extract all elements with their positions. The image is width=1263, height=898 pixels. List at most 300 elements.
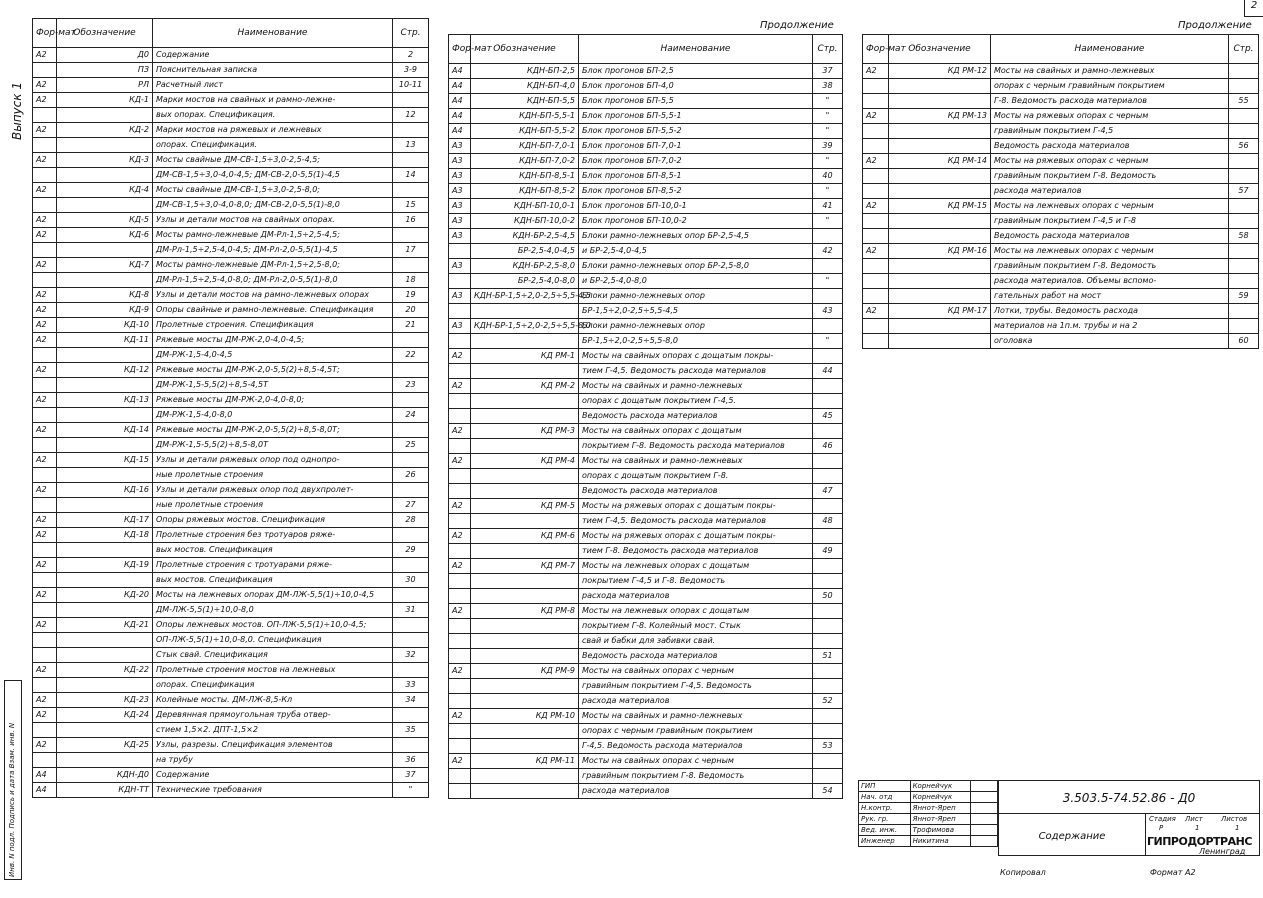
format-cell — [863, 319, 889, 334]
table-row — [33, 483, 429, 498]
name-cell: Мосты на лежневых опорах ДМ-ЛЖ-5,5(1)÷10,0-4,5 — [153, 588, 393, 603]
header-format: Фор-мат — [449, 35, 471, 64]
table-row — [33, 258, 429, 273]
table-row — [449, 79, 843, 94]
format-cell: А2 — [33, 333, 57, 348]
name-cell: Расчетный лист — [153, 78, 393, 93]
name-cell: Блок прогонов БП-5,5 — [579, 94, 813, 109]
table-row — [33, 618, 429, 633]
name-cell: тием Г-4,5. Ведомость расхода материалов — [579, 364, 813, 379]
format-cell: А2 — [33, 453, 57, 468]
contents-table-1 — [32, 18, 429, 798]
designation-cell: КД РМ-3 — [471, 424, 579, 439]
name-cell: Опоры свайные и рамно-лежневые. Спецификация — [153, 303, 393, 318]
format-cell: А2 — [863, 64, 889, 79]
format-cell — [449, 364, 471, 379]
name-cell: оголовка — [991, 334, 1229, 349]
designation-cell: КД-8 — [57, 288, 153, 303]
name-cell: Узлы и детали ряжевых опор под однопро- — [153, 453, 393, 468]
sheet-value: 1 — [1195, 824, 1200, 832]
designation-cell: КДН-БП-5,5-1 — [471, 109, 579, 124]
table-row — [33, 513, 429, 528]
format-cell: А2 — [33, 288, 57, 303]
name-cell: гравийным покрытием Г-4,5 — [991, 124, 1229, 139]
table-row — [33, 168, 429, 183]
format-cell — [449, 619, 471, 634]
name-cell: Мосты на свайных и рамно-лежневых — [579, 454, 813, 469]
header-designation: Обозначение — [57, 19, 153, 48]
format-cell — [33, 378, 57, 393]
page-cell: 49 — [813, 544, 843, 559]
format-label: Формат А2 — [1150, 868, 1196, 877]
format-cell: А2 — [33, 528, 57, 543]
page-cell — [393, 423, 429, 438]
designation-cell: КД-10 — [57, 318, 153, 333]
name-cell: гравийным покрытием Г-4,5 и Г-8 — [991, 214, 1229, 229]
page-cell: 15 — [393, 198, 429, 213]
table-row — [449, 349, 843, 364]
name-cell: расхода материалов — [579, 784, 813, 799]
format-cell: А2 — [449, 604, 471, 619]
stamp-row — [859, 792, 998, 803]
designation-cell: КД-24 — [57, 708, 153, 723]
stamp-person: Трофимова — [910, 825, 970, 836]
designation-cell — [57, 108, 153, 123]
name-cell: Блок прогонов БП-7,0-2 — [579, 154, 813, 169]
stamp-person: Яннот-Яреп — [910, 803, 970, 814]
table-row — [33, 288, 429, 303]
name-cell: ДМ-Рл-1,5÷2,5-4,0-8,0; ДМ-Рл-2,0-5,5(1)-8,0 — [153, 273, 393, 288]
page-cell: 59 — [1229, 289, 1259, 304]
name-cell: Ряжевые мосты ДМ-РЖ-2,0-4,0-8,0; — [153, 393, 393, 408]
stamp-role: Н.контр. — [859, 803, 911, 814]
page-cell — [1229, 199, 1259, 214]
name-cell: ДМ-СВ-1,5÷3,0-4,0-8,0; ДМ-СВ-2,0-5,5(1)-8,0 — [153, 198, 393, 213]
designation-cell — [471, 769, 579, 784]
table-row — [449, 544, 843, 559]
table-row — [449, 499, 843, 514]
format-cell — [33, 438, 57, 453]
page-cell: 50 — [813, 589, 843, 604]
name-cell: гравийным покрытием Г-4,5. Ведомость — [579, 679, 813, 694]
page-cell — [1229, 259, 1259, 274]
format-cell — [449, 439, 471, 454]
page-cell: " — [813, 334, 843, 349]
table-row — [33, 438, 429, 453]
table-row — [449, 169, 843, 184]
table-row — [33, 108, 429, 123]
name-cell: расхода материалов — [579, 589, 813, 604]
name-cell: и БР-2,5-4,0-8,0 — [579, 274, 813, 289]
format-cell — [33, 603, 57, 618]
stamp-role: ГИП — [859, 781, 911, 792]
table-row — [33, 633, 429, 648]
page-cell — [393, 633, 429, 648]
format-cell — [33, 543, 57, 558]
name-cell: тием Г-8. Ведомость расхода материалов — [579, 544, 813, 559]
table-row — [33, 573, 429, 588]
format-cell: А3 — [449, 214, 471, 229]
page-cell: 58 — [1229, 229, 1259, 244]
table-row — [863, 334, 1259, 349]
designation-cell — [57, 573, 153, 588]
format-cell — [33, 648, 57, 663]
page-cell: 55 — [1229, 94, 1259, 109]
designation-cell — [57, 198, 153, 213]
designation-cell — [471, 514, 579, 529]
designation-cell — [471, 394, 579, 409]
name-cell: Пролетные строения. Спецификация — [153, 318, 393, 333]
designation-cell: КД-19 — [57, 558, 153, 573]
designation-cell — [471, 784, 579, 799]
table-row — [33, 558, 429, 573]
page-cell — [393, 483, 429, 498]
left-strip-label: Инв. N подл. Подпись и дата Взам. инв. N — [8, 722, 16, 877]
page-cell — [813, 709, 843, 724]
page-cell: 56 — [1229, 139, 1259, 154]
page-cell — [813, 559, 843, 574]
table-row — [33, 333, 429, 348]
table-row — [33, 783, 429, 798]
page-cell — [1229, 79, 1259, 94]
name-cell: опорах. Спецификация. — [153, 138, 393, 153]
format-cell — [33, 348, 57, 363]
format-cell: А2 — [449, 559, 471, 574]
format-cell: А2 — [863, 109, 889, 124]
table-row — [449, 769, 843, 784]
name-cell: тием Г-4,5. Ведомость расхода материалов — [579, 514, 813, 529]
header-name: Наименование — [991, 35, 1229, 64]
name-cell: Узлы, разрезы. Спецификация элементов — [153, 738, 393, 753]
format-cell — [33, 243, 57, 258]
table-row — [449, 589, 843, 604]
name-cell: покрытием Г-8. Колейный мост. Стык — [579, 619, 813, 634]
name-cell: Мосты свайные ДМ-СВ-1,5÷3,0-2,5-4,5; — [153, 153, 393, 168]
page-cell: 40 — [813, 169, 843, 184]
page-cell: 51 — [813, 649, 843, 664]
name-cell: гравийным покрытием Г-8. Ведомость — [991, 259, 1229, 274]
designation-cell — [889, 334, 991, 349]
table-row — [449, 409, 843, 424]
name-cell: ДМ-РЖ-1,5-4,0-4,5 — [153, 348, 393, 363]
format-cell: А2 — [33, 693, 57, 708]
designation-cell — [889, 184, 991, 199]
table-row — [449, 139, 843, 154]
page-cell: 39 — [813, 139, 843, 154]
table-row — [33, 348, 429, 363]
format-cell: А4 — [449, 79, 471, 94]
name-cell: ДМ-Рл-1,5÷2,5-4,0-4,5; ДМ-Рл-2,0-5,5(1)-4,5 — [153, 243, 393, 258]
page-cell: 42 — [813, 244, 843, 259]
stamp-person: Яннот-Яреп — [910, 814, 970, 825]
designation-cell: КД-7 — [57, 258, 153, 273]
name-cell: Блок прогонов БП-7,0-1 — [579, 139, 813, 154]
page-cell — [813, 634, 843, 649]
table-row — [33, 63, 429, 78]
table-row — [449, 469, 843, 484]
table-row — [33, 663, 429, 678]
sheets-value: 1 — [1235, 824, 1240, 832]
header-page: Стр. — [1229, 35, 1259, 64]
name-cell: БР-1,5÷2,0-2,5÷5,5-8,0 — [579, 334, 813, 349]
name-cell: Ведомость расхода материалов — [991, 229, 1229, 244]
page-cell: 37 — [393, 768, 429, 783]
format-cell: А2 — [33, 483, 57, 498]
table-row — [449, 124, 843, 139]
designation-cell: КД-18 — [57, 528, 153, 543]
table-row — [449, 214, 843, 229]
format-cell: А2 — [33, 153, 57, 168]
table-row — [863, 274, 1259, 289]
designation-cell — [471, 649, 579, 664]
designation-cell: КД РМ-12 — [889, 64, 991, 79]
page-cell — [813, 319, 843, 334]
designation-cell: КД РМ-6 — [471, 529, 579, 544]
format-cell: А2 — [863, 199, 889, 214]
header-format: Фор-мат — [33, 19, 57, 48]
name-cell: Мосты на ряжевых опорах с черным — [991, 154, 1229, 169]
designation-cell: КД-14 — [57, 423, 153, 438]
page-cell: " — [813, 184, 843, 199]
name-cell: Блок прогонов БП-10,0-2 — [579, 214, 813, 229]
name-cell: Мосты на свайных и рамно-лежневых — [579, 379, 813, 394]
name-cell: Мосты на свайных опорах с черным — [579, 664, 813, 679]
name-cell: Пояснительная записка — [153, 63, 393, 78]
designation-cell: КД-2 — [57, 123, 153, 138]
table-row — [33, 708, 429, 723]
page-cell — [393, 183, 429, 198]
designation-cell: КД-13 — [57, 393, 153, 408]
page-cell — [393, 333, 429, 348]
page-cell: 52 — [813, 694, 843, 709]
format-cell — [33, 633, 57, 648]
designation-cell: КД-22 — [57, 663, 153, 678]
table-row — [33, 678, 429, 693]
table-row — [33, 768, 429, 783]
page-cell: 13 — [393, 138, 429, 153]
format-cell: А3 — [449, 319, 471, 334]
page-cell — [813, 679, 843, 694]
format-cell: А2 — [33, 303, 57, 318]
name-cell: Мосты на лежневых опорах с дощатым — [579, 604, 813, 619]
designation-cell — [471, 619, 579, 634]
header-name: Наименование — [153, 19, 393, 48]
org-city: Ленинград — [1199, 847, 1246, 856]
name-cell: расхода материалов — [579, 694, 813, 709]
table-row — [33, 318, 429, 333]
designation-cell — [471, 439, 579, 454]
name-cell: вых опорах. Спецификация. — [153, 108, 393, 123]
table-row — [863, 199, 1259, 214]
stamp-row — [859, 814, 998, 825]
page-cell — [1229, 274, 1259, 289]
page-cell — [813, 754, 843, 769]
name-cell: Пролетные строения без тротуаров ряже- — [153, 528, 393, 543]
format-cell: А2 — [33, 48, 57, 63]
table-row — [449, 784, 843, 799]
table-row — [449, 259, 843, 274]
format-cell — [449, 589, 471, 604]
name-cell: ДМ-ЛЖ-5,5(1)÷10,0-8,0 — [153, 603, 393, 618]
stamp-role: Рук. гр. — [859, 814, 911, 825]
format-cell: А2 — [33, 258, 57, 273]
table-row — [449, 379, 843, 394]
format-cell — [33, 273, 57, 288]
designation-cell — [57, 378, 153, 393]
designation-cell: КД-9 — [57, 303, 153, 318]
designation-cell: КДН-БП-8,5-2 — [471, 184, 579, 199]
format-cell — [449, 574, 471, 589]
name-cell: Колейные мосты. ДМ-ЛЖ-8,5-Кл — [153, 693, 393, 708]
designation-cell: РЛ — [57, 78, 153, 93]
left-strip — [4, 680, 22, 880]
title-block — [998, 780, 1260, 856]
name-cell: Марки мостов на свайных и рамно-лежне- — [153, 93, 393, 108]
page-cell: 43 — [813, 304, 843, 319]
format-cell — [449, 634, 471, 649]
designation-cell — [471, 589, 579, 604]
name-cell: гравийным покрытием Г-8. Ведомость — [991, 169, 1229, 184]
format-cell: А2 — [33, 513, 57, 528]
name-cell: опорах с черным гравийным покрытием — [579, 724, 813, 739]
designation-cell: БР-2,5-4,0-8,0 — [471, 274, 579, 289]
format-cell — [33, 138, 57, 153]
designation-cell: КД-20 — [57, 588, 153, 603]
designation-cell: КД РМ-2 — [471, 379, 579, 394]
name-cell: Содержание — [153, 48, 393, 63]
page-cell: " — [813, 214, 843, 229]
designation-cell — [471, 739, 579, 754]
name-cell: Мосты на ряжевых опорах с дощатым покры- — [579, 499, 813, 514]
format-cell: А2 — [33, 363, 57, 378]
format-cell: А2 — [449, 499, 471, 514]
format-cell: А2 — [33, 618, 57, 633]
designation-cell: ПЗ — [57, 63, 153, 78]
format-cell — [449, 274, 471, 289]
table-row — [449, 424, 843, 439]
stamp-person: Никитина — [910, 836, 970, 847]
name-cell: Марки мостов на ряжевых и лежневых — [153, 123, 393, 138]
page-cell — [1229, 244, 1259, 259]
table-row — [33, 693, 429, 708]
designation-cell — [471, 334, 579, 349]
table-row — [449, 604, 843, 619]
table-row — [449, 109, 843, 124]
format-cell — [449, 244, 471, 259]
stamp-row — [859, 781, 998, 792]
stamp-signature — [971, 814, 998, 825]
designation-cell: КДН-БР-2,5-8,0 — [471, 259, 579, 274]
format-cell: А2 — [863, 244, 889, 259]
page-cell — [813, 619, 843, 634]
page-cell: " — [393, 783, 429, 798]
continuation-label-2: Продолжение — [760, 20, 834, 31]
page-cell: 37 — [813, 64, 843, 79]
page-cell — [393, 228, 429, 243]
designation-cell: КД-17 — [57, 513, 153, 528]
page-cell: 14 — [393, 168, 429, 183]
format-cell: А4 — [449, 124, 471, 139]
designation-cell — [57, 243, 153, 258]
table-row — [33, 543, 429, 558]
format-cell: А4 — [449, 64, 471, 79]
table-row — [449, 364, 843, 379]
designation-cell — [57, 273, 153, 288]
name-cell: Мосты свайные ДМ-СВ-1,5÷3,0-2,5-8,0; — [153, 183, 393, 198]
format-cell — [863, 334, 889, 349]
designation-cell — [889, 319, 991, 334]
format-cell: А3 — [449, 229, 471, 244]
designation-cell — [889, 289, 991, 304]
format-cell: А3 — [449, 289, 471, 304]
table-row — [449, 94, 843, 109]
format-cell: А2 — [33, 738, 57, 753]
format-cell: А2 — [863, 154, 889, 169]
name-cell: Ведомость расхода материалов — [579, 484, 813, 499]
format-cell: А3 — [449, 259, 471, 274]
name-cell: ные пролетные строения — [153, 498, 393, 513]
name-cell: ОП-ЛЖ-5,5(1)÷10,0-8,0. Спецификация — [153, 633, 393, 648]
designation-cell — [471, 469, 579, 484]
page-cell — [393, 738, 429, 753]
page-cell: 27 — [393, 498, 429, 513]
name-cell: Блоки рамно-лежневых опор БР-2,5-4,5 — [579, 229, 813, 244]
page-cell — [1229, 154, 1259, 169]
page-cell: 47 — [813, 484, 843, 499]
designation-cell: КДН-БП-5,5 — [471, 94, 579, 109]
table-row — [863, 289, 1259, 304]
format-cell: А2 — [33, 183, 57, 198]
designation-cell — [889, 214, 991, 229]
table-row — [449, 184, 843, 199]
designation-cell — [57, 753, 153, 768]
designation-cell: КД-6 — [57, 228, 153, 243]
designation-cell — [471, 409, 579, 424]
name-cell: Г-4,5. Ведомость расхода материалов — [579, 739, 813, 754]
designation-cell: КД РМ-15 — [889, 199, 991, 214]
designation-cell: КД РМ-5 — [471, 499, 579, 514]
page-cell: 33 — [393, 678, 429, 693]
designation-cell: Д0 — [57, 48, 153, 63]
table-row — [449, 694, 843, 709]
page-cell: 12 — [393, 108, 429, 123]
format-cell — [33, 168, 57, 183]
designation-cell: КД-11 — [57, 333, 153, 348]
designation-cell: КД-1 — [57, 93, 153, 108]
name-cell: Блок прогонов БП-4,0 — [579, 79, 813, 94]
table-row — [863, 169, 1259, 184]
table-row — [33, 738, 429, 753]
page-cell: 54 — [813, 784, 843, 799]
page-cell — [393, 663, 429, 678]
format-cell — [449, 469, 471, 484]
table-row — [449, 274, 843, 289]
table-row — [33, 603, 429, 618]
name-cell: Ряжевые мосты ДМ-РЖ-2,0-5,5(2)÷8,5-4,5Т; — [153, 363, 393, 378]
designation-cell — [889, 274, 991, 289]
continuation-label-3: Продолжение — [1178, 20, 1252, 31]
designation-cell — [889, 259, 991, 274]
designation-cell — [57, 498, 153, 513]
format-cell: А2 — [33, 708, 57, 723]
name-cell: Мосты на ряжевых опорах с черным — [991, 109, 1229, 124]
designation-cell — [471, 724, 579, 739]
page-cell: 41 — [813, 199, 843, 214]
table-row — [449, 724, 843, 739]
format-cell — [449, 724, 471, 739]
designation-cell: КД-25 — [57, 738, 153, 753]
designation-cell — [57, 408, 153, 423]
